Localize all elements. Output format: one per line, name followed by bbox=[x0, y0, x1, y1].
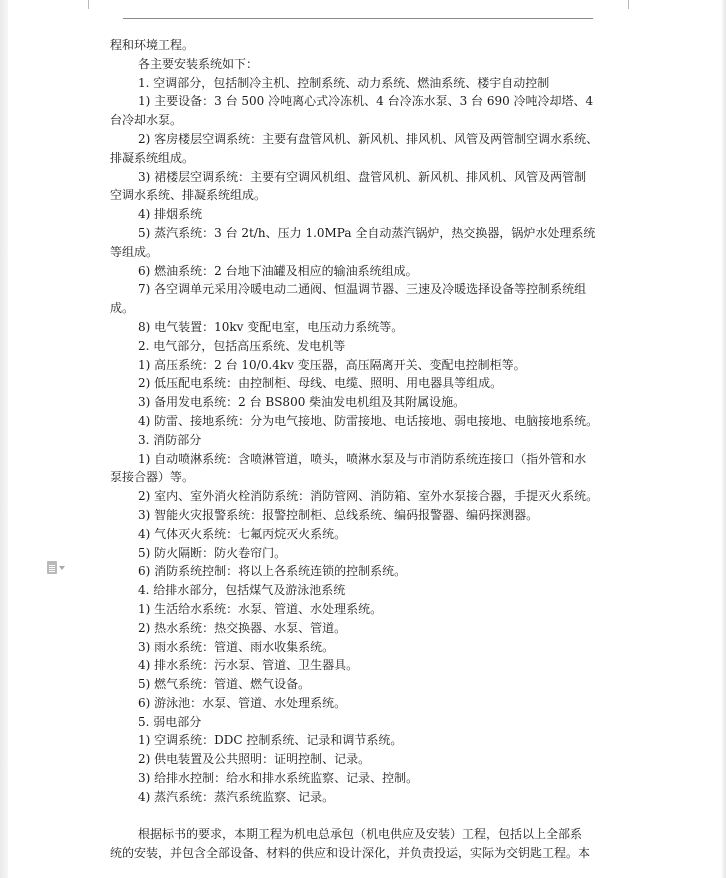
document-line: 空调水系统、排凝系统组成。 bbox=[110, 188, 267, 203]
document-line: 5) 防火隔断：防火卷帘门。 bbox=[138, 545, 287, 560]
document-line: 成。 bbox=[110, 301, 135, 316]
document-line: 1) 空调系统：DDC 控制系统、记录和调节系统。 bbox=[138, 733, 403, 748]
header-rule bbox=[123, 18, 593, 19]
document-line: 1) 生活给水系统：水泵、管道、水处理系统。 bbox=[138, 601, 383, 616]
document-line: 3) 给排水控制：给水和排水系统监察、记录、控制。 bbox=[138, 771, 419, 786]
document-line: 2) 低压配电系统：由控制柜、母线、电缆、照明、用电器具等组成。 bbox=[138, 376, 503, 391]
document-line: 7) 各空调单元采用冷暖电动二通阀、恒温调节器、三速及冷暖选择设备等控制系统组 bbox=[138, 282, 587, 297]
document-line: 6) 消防系统控制：将以上各系统连锁的控制系统。 bbox=[138, 564, 407, 579]
document-line: 4) 排水系统：污水泵、管道、卫生器具。 bbox=[138, 658, 359, 673]
page-corner-mark-left bbox=[88, 0, 89, 9]
document-line: 4) 排烟系统 bbox=[138, 207, 203, 222]
document-line: 5) 蒸汽系统：3 台 2t/h、压力 1.0MPa 全自动蒸汽锅炉，热交换器，锅炉水处理系统 bbox=[138, 225, 596, 240]
window-left-edge bbox=[0, 0, 8, 878]
document-line: 根据标书的要求，本期工程为机电总承包（机电供应及安装）工程，包括以上全部系 bbox=[138, 827, 583, 842]
document-line: 1) 高压系统：2 台 10/0.4kv 变压器，高压隔离开关、变配电控制柜等。 bbox=[138, 357, 526, 372]
window-right-edge bbox=[722, 0, 726, 878]
document-line: 程和环境工程。 bbox=[110, 38, 195, 52]
document-line: 统的安装，并包含全部设备、材料的供应和设计深化，并负责投运，实际为交钥匙工程。本 bbox=[110, 846, 591, 861]
document-line: 泵接合器）等。 bbox=[110, 470, 195, 485]
document-line: 3) 备用发电系统：2 台 BS800 柴油发电机组及其附属设施。 bbox=[138, 395, 466, 410]
document-icon bbox=[47, 561, 57, 574]
page-menu-button[interactable] bbox=[47, 561, 65, 574]
document-line: 各主要安装系统如下： bbox=[138, 56, 259, 71]
document-line: 6) 燃油系统：2 台地下油罐及相应的输油系统组成。 bbox=[138, 263, 418, 278]
document-line: 2) 室内、室外消火栓消防系统：消防管网、消防箱、室外水泵接合器，手提灭火系统。 bbox=[138, 489, 599, 504]
chevron-down-icon bbox=[59, 566, 65, 570]
document-line: 4. 给排水部分，包括煤气及游泳池系统 bbox=[138, 583, 346, 598]
page-corner-mark-right bbox=[628, 0, 629, 9]
document-line: 8) 电气装置：10kv 变配电室，电压动力系统等。 bbox=[138, 319, 404, 334]
document-line: 3) 裙楼层空调系统：主要有空调风机组、盘管风机、新风机、排风机、风管及两管制 bbox=[138, 169, 587, 184]
document-line: 1) 主要设备：3 台 500 冷吨离心式冷冻机、4 台冷冻水泵、3 台 690 冷吨冷却塔、4 bbox=[138, 94, 594, 109]
document-line: 6) 游泳池：水泵、管道、水处理系统。 bbox=[138, 695, 347, 710]
document-line: 4) 蒸汽系统：蒸汽系统监察、记录。 bbox=[138, 789, 335, 804]
document-line: 2) 客房楼层空调系统：主要有盘管风机、新风机、排风机、风管及两管制空调水系统、 bbox=[138, 131, 599, 146]
document-line: 2) 热水系统：热交换器、水泵、管道。 bbox=[138, 620, 347, 635]
document-line: 2) 供电装置及公共照明：证明控制、记录。 bbox=[138, 752, 371, 767]
document-line: 3. 消防部分 bbox=[138, 432, 202, 447]
blank-line bbox=[110, 807, 613, 826]
document-line: 等组成。 bbox=[110, 244, 159, 259]
document-line: 3) 智能火灾报警系统：报警控制柜、总线系统、编码报警器、编码探测器。 bbox=[138, 507, 539, 522]
document-line: 1. 空调部分，包括制冷主机、控制系统、动力系统、燃油系统、楼宇自动控制 bbox=[138, 75, 550, 90]
document-line: 4) 防雷、接地系统：分为电气接地、防雷接地、电话接地、弱电接地、电脑接地系统。 bbox=[138, 413, 599, 428]
document-line: 5) 燃气系统：管道、燃气设备。 bbox=[138, 677, 311, 692]
document-line: 3) 雨水系统：管道、雨水收集系统。 bbox=[138, 639, 335, 654]
document-body[interactable] bbox=[110, 36, 613, 863]
document-line: 2. 电气部分，包括高压系统、发电机等 bbox=[138, 338, 346, 353]
document-line: 5. 弱电部分 bbox=[138, 714, 202, 729]
document-line: 4) 气体灭火系统：七氟丙烷灭火系统。 bbox=[138, 526, 347, 541]
document-line: 排凝系统组成。 bbox=[110, 150, 195, 165]
document-line: 1) 自动喷淋系统：含喷淋管道，喷头，喷淋水泵及与市消防系统连接口（指外管和水 bbox=[138, 451, 587, 466]
document-line: 台冷却水泵。 bbox=[110, 113, 183, 128]
